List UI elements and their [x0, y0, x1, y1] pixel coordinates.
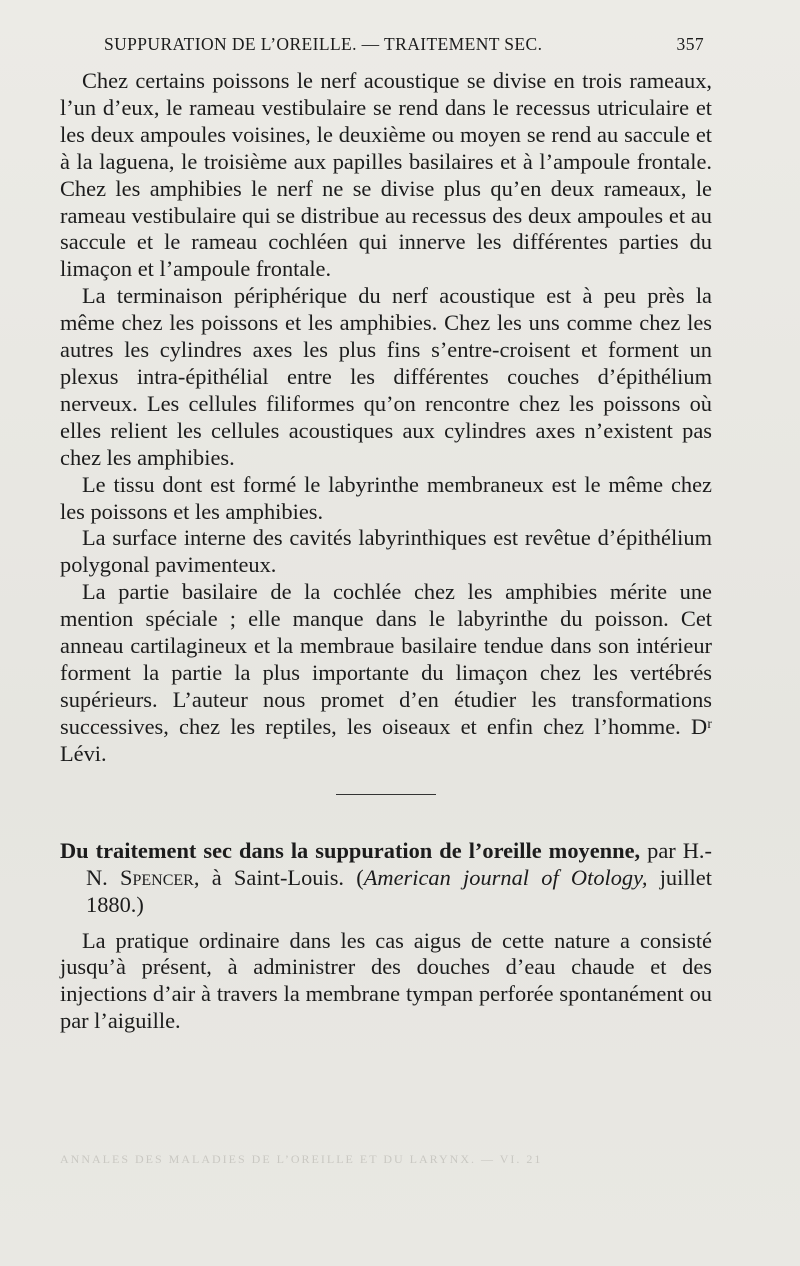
paragraph-nerf-acoustique: Chez certains poissons le nerf acoustique se divise en trois rameaux, l’un d’eux, le rameau vestibulaire se rend dans le recessus utriculaire et les deux ampoules voisines, le deuxième ou moyen se rend au saccule et à la laguena, le troisième aux papilles basilaires et à l’ampoule frontale. Chez les amphibies le nerf ne se divise plus qu’en deux rameaux, le rameau vestibulaire qui se distribue au recessus des deux ampoules et au saccule et le rameau cochléen qui innerve les différentes parties du limaçon et l’ampoule frontale.	[60, 68, 712, 282]
paragraph-surface-interne: La surface interne des cavités labyrinthiques est revêtue d’épithélium polygonal pavimenteux.	[60, 525, 712, 578]
page-number: 357	[676, 34, 704, 54]
author-signature: Dʳ Lévi.	[60, 713, 712, 766]
running-title: SUPPURATION DE L’OREILLE. — TRAITEMENT SEC.	[104, 34, 543, 54]
article-journal: American journal of Otology,	[363, 864, 648, 890]
paragraph-tissu: Le tissu dont est formé le labyrinthe membraneux est le même chez les poissons et les amphibies.	[60, 471, 712, 524]
paragraph-partie-basilaire-text: La partie basilaire de la cochlée chez les amphibies mérite une mention spéciale ; elle manque dans le labyrinthe du poisson. Cet anneau cartilagineux et la membraue basilaire tendue dans son intérieur forment la partie la plus importante du limaçon chez les vertébrés supérieurs. L’auteur nous promet d’en étudier les transformations successives, chez les reptiles, les oiseaux et enfin chez l’homme.	[60, 579, 712, 739]
article-body-paragraph: La pratique ordinaire dans les cas aigus de cette nature a consisté jusqu’à présent, à administrer des douches d’eau chaude et des injections d’air à travers la membrane tympan perforée spontanément ou par l’aiguille.	[60, 927, 712, 1034]
section-divider	[336, 794, 436, 795]
paragraph-partie-basilaire	[60, 579, 712, 767]
article-author: Spencer,	[120, 864, 200, 890]
article-heading	[60, 837, 712, 918]
page-body	[60, 68, 712, 1035]
running-header	[104, 34, 704, 62]
paragraph-terminaison: La terminaison périphérique du nerf acoustique est à peu près la même chez les poissons et les amphibies. Chez les uns comme chez les autres les cylindres axes les plus fins s’entre-croisent et forment un plexus intra-épithélial entre les différentes couches d’épithélium nerveux. Les cellules filiformes qu’on rencontre chez les poissons où elles relient les cellules acoustiques aux cylindres axes n’existent pas chez les amphibies.	[60, 283, 712, 470]
article-by: par H.-N.	[86, 837, 712, 890]
bleed-through-footer: ANNALES DES MALADIES DE L’OREILLE ET DU LARYNX. — VI. 21	[60, 1152, 543, 1166]
article-date: juillet 1880.)	[86, 864, 712, 917]
article-place: à Saint-Louis. (	[211, 864, 364, 890]
article-title: Du traitement sec dans la suppuration de l’oreille moyenne,	[60, 837, 641, 863]
